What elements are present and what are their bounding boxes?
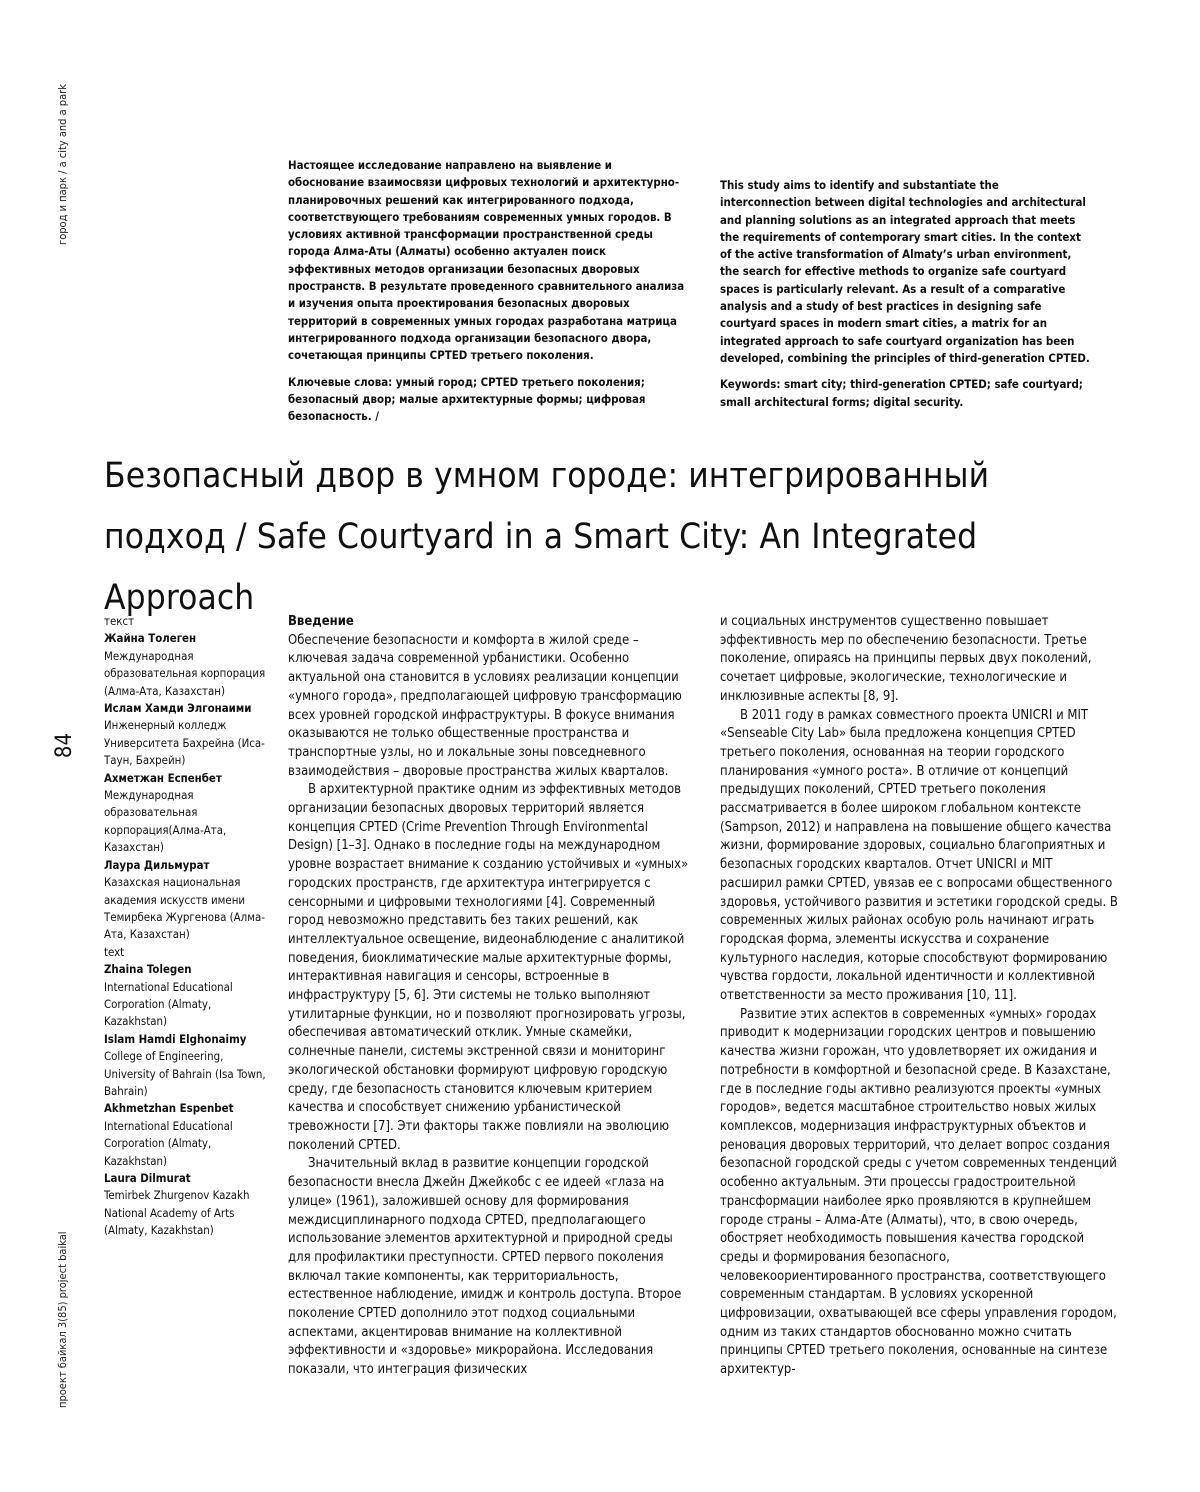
abstract-russian (288, 157, 688, 425)
author-name: Жайна Толеген (104, 630, 274, 647)
author-name: Laura Dilmurat (104, 1170, 274, 1187)
author-affiliation: International Educational Corporation (Almaty, Kazakhstan) (104, 979, 274, 1031)
author-role-en: text (104, 944, 274, 961)
abstract-english (720, 177, 1090, 411)
running-footer-journal: проект байкал 3(85) project baikal (56, 1231, 69, 1408)
author-affiliation: Инженерный колледж Университета Бахрейна (Иса-Таун, Бахрейн) (104, 717, 274, 769)
author-name: Лаура Дильмурат (104, 857, 274, 874)
author-name: Islam Hamdi Elghonaimy (104, 1031, 274, 1048)
author-role-ru: текст (104, 613, 274, 630)
body-paragraph: Значительный вклад в развитие концепции городской безопасности внесла Джейн Джейкобс с ее идеей «глаза на улице» (1961), заложившей основу для формирования междисциплинарного подхода CPTED, предполагающего использование элементов архитектурной и природной среды для профилактики преступности. CPTED первого поколения включал такие компоненты, как территориальность, естественное наблюдение, имидж и контроль доступа. Второе поколение CPTED дополнило этот подход социальными аспектами, акцентировав внимание на коллективной эффективности и «здоровье» микрорайона. Исследования показали, что интеграция физических (288, 1155, 691, 1379)
body-paragraph: Развитие этих аспектов в современных «умных» городах приводит к модернизации городских центров и повышению качества жизни горожан, что удовлетворяет их ожидания и потребности в комфортной и безопасной среде. В Казахстане, где в последние годы активно реализуются проекты «умных городов», ведется масштабное строительство новых жилых комплексов, модернизация инфраструктурных объектов и реновация дворовых территорий, что делает вопрос создания безопасной городской среды с учетом современных тенденций особенно актуальным. Эти процессы градостроительной трансформации наиболее ярко проявляются в крупнейшем городе страны – Алма-Ате (Алматы), что, в свою очередь, обостряет необходимость повышения качества городской среды и формирования безопасного, человекоориентированного пространства, соответствующего современным стандартам. В условиях ускоренной цифровизации, охватывающей все сферы управления городом, одним из таких стандартов обоснованно можно считать принципы CPTED третьего поколения, основанные на синтезе архитектур- (720, 1006, 1118, 1380)
author-affiliation: International Educational Corporation (Almaty, Kazakhstan) (104, 1118, 274, 1170)
author-name: Ислам Хамди Элгонаими (104, 700, 274, 717)
author-name: Zhaina Tolegen (104, 961, 274, 978)
author-affiliation: Temirbek Zhurgenov Kazakh National Academy of Arts (Almaty, Kazakhstan) (104, 1187, 274, 1239)
body-paragraph: Обеспечение безопасности и комфорта в жилой среде – ключевая задача современной урбанистики. Особенно актуальной она становится в условиях реализации концепции «умного города», предполагающей цифровую трансформацию всех уровней городской инфраструктуры. В фокусе внимания оказываются не только общественные пространства и транспортные узлы, но и локальные зоны повседневного взаимодействия – дворовые пространства жилых кварталов. (288, 632, 691, 782)
running-header-section: город и парк / a city and a park (56, 84, 69, 245)
author-affiliation: College of Engineering, University of Bahrain (Isa Town, Bahrain) (104, 1048, 274, 1100)
section-heading-introduction: Введение (288, 613, 691, 632)
author-affiliation: Международная образовательная корпорация (Алма-Ата, Казахстан) (104, 648, 274, 700)
keywords-ru: Ключевые слова: умный город; CPTED третьего поколения; безопасный двор; малые архитектурные формы; цифровая безопасность. / (288, 374, 688, 426)
abstract-en-text: This study aims to identify and substantiate the interconnection between digital technologies and architectural and planning solutions as an integrated approach that meets the requirements of contemporary smart cities. In the context of the active transformation of Almaty’s urban environment, the search for effective methods to organize safe courtyard spaces is particularly relevant. As a result of a comparative analysis and a study of best practices in designing safe courtyard spaces in modern smart cities, a matrix for an integrated approach to safe courtyard organization has been developed, combining the principles of third-generation CPTED. (720, 177, 1090, 367)
authors-sidebar (104, 613, 274, 1240)
abstract-ru-text: Настоящее исследование направлено на выявление и обоснование взаимосвязи цифровых технологий и архитектурно-планировочных решений как интегрированного подхода, соответствующего требованиям современных умных городов. В условиях активной трансформации пространственной среды города Алма-Аты (Алматы) особенно актуален поиск эффективных методов организации безопасных дворовых пространств. В результате проведенного сравнительного анализа и изучения опыта проектирования безопасных дворовых территорий в современных умных городах разработана матрица интегрированного подхода организации безопасного двора, сочетающая принципы CPTED третьего поколения. (288, 157, 688, 365)
body-paragraph: В 2011 году в рамках совместного проекта UNICRI и MIT «Senseable City Lab» была предложена концепция CPTED третьего поколения, основанная на теории городского планирования «умного роста». В отличие от концепций предыдущих поколений, CPTED третьего поколения рассматривается в более широком глобальном контексте (Sampson, 2012) и направлена на повышение общего качества жизни, формирование здоровых, социально благоприятных и безопасных городских кварталов. Отчет UNICRI и MIT расширил рамки CPTED, увязав ее с вопросами общественного здоровья, устойчивого развития и эстетики городской среды. В современных жилых районах особую роль начинают играть городская форма, элементы искусства и сохранение культурного наследия, которые способствуют формированию чувства гордости, локальной идентичности и коллективной ответственности за место проживания [10, 11]. (720, 707, 1118, 1006)
body-paragraph: и социальных инструментов существенно повышает эффективность мер по обеспечению безопасности. Третье поколение, опираясь на принципы первых двух поколений, сочетает цифровые, экологические, технологические и инклюзивные аспекты [8, 9]. (720, 613, 1118, 707)
page-number: 84 (52, 733, 77, 758)
body-paragraph: В архитектурной практике одним из эффективных методов организации безопасных дворовых территорий является концепция CPTED (Crime Prevention Through Environmental Design) [1–3]. Однако в последние годы на международном уровне возрастает внимание к созданию устойчивых и «умных» городских пространств, где архитектура интегрируется с сенсорными и цифровыми технологиями [4]. Современный город невозможно представить без таких решений, как интеллектуальное освещение, видеонаблюдение с аналитикой поведения, биоклиматические малые архитектурные формы, интерактивная навигация и сенсоры, встроенные в инфраструктуру [5, 6]. Эти системы не только выполняют утилитарные функции, но и позволяют прогнозировать угрозы, обеспечивая автоматический отклик. Умные скамейки, солнечные панели, системы экстренной связи и мониторинг экологической обстановки формируют цифровую городскую среду, где безопасность становится ключевым критерием качества и способствует снижению урбанистической тревожности [7]. Эти факторы также повлияли на эволюцию поколений CPTED. (288, 781, 691, 1155)
author-name: Ахметжан Еспенбет (104, 770, 274, 787)
author-affiliation: Казахская национальная академия искусств имени Темирбека Жургенова (Алма-Ата, Казахстан) (104, 874, 274, 944)
body-column-right (720, 613, 1118, 1380)
author-name: Akhmetzhan Espenbet (104, 1100, 274, 1117)
body-column-left (288, 613, 691, 1380)
author-affiliation: Международная образовательная корпорация(Алма-Ата, Казахстан) (104, 787, 274, 857)
article-title: Безопасный двор в умном городе: интегрированный подход / Safe Courtyard in a Smart City: An Integrated Approach (104, 446, 1114, 629)
keywords-en: Keywords: smart city; third-generation CPTED; safe courtyard; small architectural forms; digital security. (720, 376, 1090, 411)
